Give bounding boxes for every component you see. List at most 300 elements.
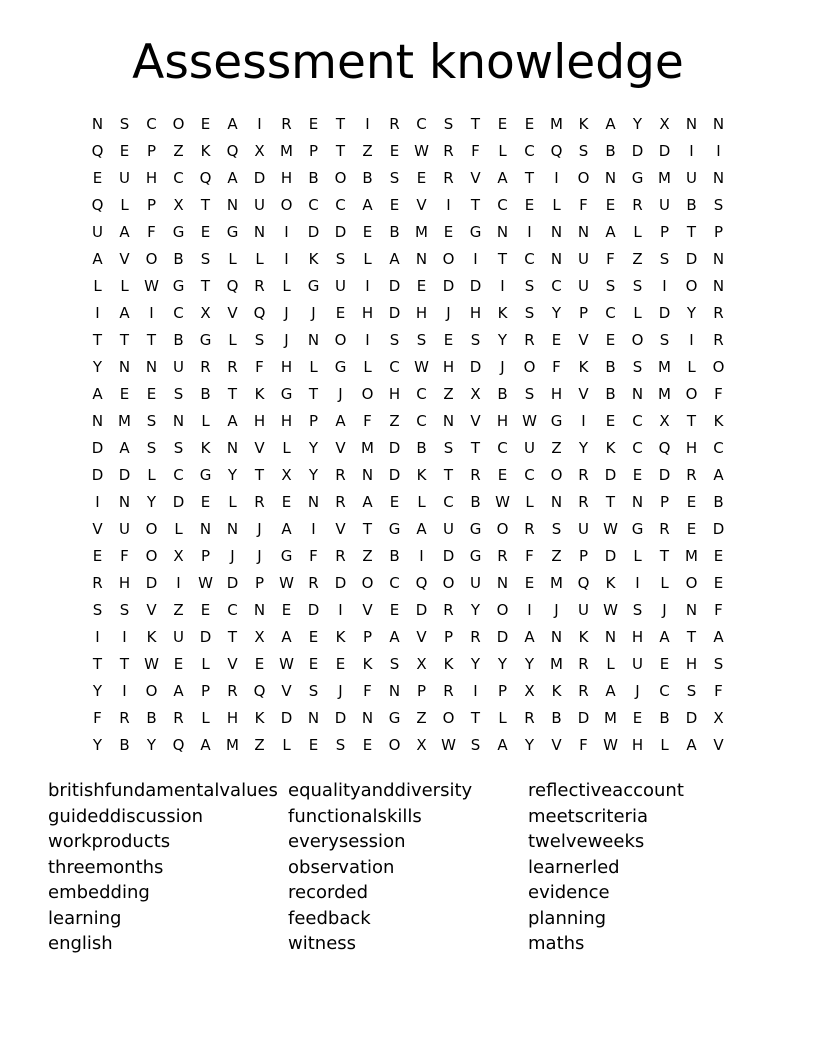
grid-letter: M bbox=[685, 547, 698, 565]
grid-letter: D bbox=[604, 547, 617, 565]
grid-letter: B bbox=[470, 493, 481, 511]
grid-letter: I bbox=[365, 331, 370, 349]
grid-letter: G bbox=[469, 223, 482, 241]
grid-letter: U bbox=[173, 628, 184, 646]
grid-letter: R bbox=[470, 628, 481, 646]
grid-letter: N bbox=[712, 250, 725, 268]
grid-letter: D bbox=[658, 466, 671, 484]
grid-letter: L bbox=[525, 493, 534, 511]
grid-letter: A bbox=[173, 682, 184, 700]
grid-letter: H bbox=[280, 358, 293, 376]
grid-letter: A bbox=[335, 412, 346, 430]
grid-letter: Y bbox=[470, 655, 481, 673]
word-list-item: equalityanddiversity bbox=[288, 780, 473, 801]
grid-letter: S bbox=[524, 277, 535, 295]
grid-letter: E bbox=[200, 601, 211, 619]
grid-letter: T bbox=[200, 277, 211, 295]
grid-letter: E bbox=[632, 466, 643, 484]
grid-letter: U bbox=[254, 196, 265, 214]
grid-letter: T bbox=[605, 493, 616, 511]
grid-letter: V bbox=[416, 196, 427, 214]
grid-letter: H bbox=[280, 169, 293, 187]
grid-letter: P bbox=[146, 142, 157, 160]
grid-letter: D bbox=[685, 250, 698, 268]
grid-letter: R bbox=[632, 196, 643, 214]
grid-letter: O bbox=[685, 277, 698, 295]
grid-letter: S bbox=[713, 655, 724, 673]
grid-letter: G bbox=[550, 412, 563, 430]
grid-letter: D bbox=[253, 169, 266, 187]
grid-letter: E bbox=[281, 601, 292, 619]
grid-letter: R bbox=[254, 277, 265, 295]
grid-row bbox=[84, 246, 732, 273]
grid-letter: V bbox=[92, 520, 103, 538]
word-list-item: english bbox=[48, 933, 113, 954]
grid-letter: V bbox=[578, 331, 589, 349]
grid-letter: W bbox=[414, 358, 429, 376]
grid-letter: D bbox=[388, 304, 401, 322]
grid-letter: W bbox=[279, 655, 294, 673]
grid-letter: O bbox=[334, 169, 347, 187]
grid-row bbox=[84, 300, 732, 327]
grid-letter: G bbox=[469, 520, 482, 538]
grid-letter: E bbox=[416, 169, 427, 187]
grid-letter: T bbox=[362, 520, 373, 538]
grid-letter: O bbox=[388, 736, 401, 754]
grid-letter: D bbox=[280, 709, 293, 727]
grid-row bbox=[84, 462, 732, 489]
grid-letter: D bbox=[415, 601, 428, 619]
grid-letter: R bbox=[92, 574, 103, 592]
grid-letter: S bbox=[632, 601, 643, 619]
grid-letter: U bbox=[578, 520, 589, 538]
grid-letter: B bbox=[119, 736, 130, 754]
grid-letter: S bbox=[119, 115, 130, 133]
grid-letter: R bbox=[173, 709, 184, 727]
grid-letter: N bbox=[199, 520, 212, 538]
grid-letter: G bbox=[307, 277, 320, 295]
grid-letter: N bbox=[685, 601, 698, 619]
grid-row bbox=[84, 624, 732, 651]
grid-letter: G bbox=[388, 709, 401, 727]
word-list-item: evidence bbox=[528, 882, 610, 903]
grid-letter: R bbox=[200, 358, 211, 376]
grid-letter: P bbox=[308, 142, 319, 160]
grid-letter: N bbox=[226, 196, 239, 214]
grid-letter: E bbox=[686, 520, 697, 538]
grid-letter: V bbox=[227, 304, 238, 322]
grid-letter: D bbox=[388, 466, 401, 484]
grid-row bbox=[84, 732, 732, 759]
grid-letter: M bbox=[550, 115, 563, 133]
grid-letter: P bbox=[362, 628, 373, 646]
grid-letter: N bbox=[388, 682, 401, 700]
grid-letter: O bbox=[145, 250, 158, 268]
grid-row bbox=[84, 597, 732, 624]
word-column bbox=[528, 778, 768, 957]
grid-letter: G bbox=[631, 169, 644, 187]
grid-letter: Y bbox=[632, 115, 643, 133]
grid-letter: R bbox=[443, 169, 454, 187]
grid-letter: S bbox=[389, 169, 400, 187]
grid-letter: K bbox=[254, 385, 265, 403]
grid-letter: F bbox=[606, 250, 615, 268]
grid-letter: E bbox=[497, 115, 508, 133]
grid-letter: W bbox=[495, 493, 510, 511]
grid-letter: A bbox=[92, 250, 103, 268]
grid-letter: H bbox=[442, 358, 455, 376]
grid-letter: A bbox=[119, 223, 130, 241]
grid-letter: S bbox=[443, 439, 454, 457]
grid-letter: S bbox=[443, 115, 454, 133]
grid-row bbox=[84, 408, 732, 435]
grid-letter: G bbox=[280, 385, 293, 403]
grid-letter: Y bbox=[578, 439, 589, 457]
grid-letter: C bbox=[227, 601, 238, 619]
grid-row bbox=[84, 192, 732, 219]
grid-letter: I bbox=[716, 142, 721, 160]
grid-letter: S bbox=[659, 331, 670, 349]
word-column bbox=[48, 778, 288, 957]
grid-letter: C bbox=[308, 196, 319, 214]
grid-letter: R bbox=[119, 709, 130, 727]
grid-letter: S bbox=[551, 520, 562, 538]
grid-letter: R bbox=[659, 520, 670, 538]
grid-letter: C bbox=[497, 439, 508, 457]
grid-letter: N bbox=[307, 331, 320, 349]
grid-letter: A bbox=[713, 466, 724, 484]
grid-letter: N bbox=[226, 520, 239, 538]
grid-letter: A bbox=[659, 628, 670, 646]
grid-letter: S bbox=[254, 331, 265, 349]
grid-letter: N bbox=[91, 115, 104, 133]
grid-letter: A bbox=[389, 250, 400, 268]
grid-letter: V bbox=[281, 682, 292, 700]
grid-letter: N bbox=[361, 466, 374, 484]
grid-letter: K bbox=[308, 250, 319, 268]
grid-letter: S bbox=[578, 142, 589, 160]
grid-letter: V bbox=[578, 385, 589, 403]
grid-letter: C bbox=[632, 412, 643, 430]
grid-letter: C bbox=[524, 250, 535, 268]
grid-letter: M bbox=[604, 709, 617, 727]
grid-letter: E bbox=[308, 736, 319, 754]
grid-letter: G bbox=[199, 331, 212, 349]
grid-letter: C bbox=[173, 169, 184, 187]
grid-letter: R bbox=[335, 547, 346, 565]
grid-letter: R bbox=[524, 520, 535, 538]
grid-letter: J bbox=[662, 601, 667, 619]
grid-letter: N bbox=[631, 385, 644, 403]
grid-letter: F bbox=[147, 223, 156, 241]
grid-letter: O bbox=[577, 169, 590, 187]
grid-letter: M bbox=[658, 169, 671, 187]
grid-letter: T bbox=[254, 466, 265, 484]
grid-letter: N bbox=[145, 358, 158, 376]
grid-letter: R bbox=[524, 709, 535, 727]
grid-letter: X bbox=[713, 709, 724, 727]
grid-letter: W bbox=[522, 412, 537, 430]
grid-letter: A bbox=[227, 412, 238, 430]
grid-letter: I bbox=[689, 331, 694, 349]
grid-letter: P bbox=[254, 574, 265, 592]
grid-letter: U bbox=[659, 196, 670, 214]
grid-letter: Z bbox=[173, 142, 184, 160]
grid-letter: L bbox=[282, 439, 291, 457]
grid-letter: O bbox=[631, 331, 644, 349]
grid-letter: K bbox=[146, 628, 157, 646]
grid-letter: N bbox=[604, 169, 617, 187]
grid-letter: C bbox=[497, 196, 508, 214]
grid-letter: Y bbox=[227, 466, 238, 484]
grid-letter: O bbox=[145, 547, 158, 565]
grid-letter: N bbox=[361, 709, 374, 727]
grid-letter: L bbox=[201, 709, 210, 727]
grid-letter: H bbox=[496, 412, 509, 430]
grid-letter: L bbox=[228, 493, 237, 511]
grid-letter: G bbox=[226, 223, 239, 241]
grid-letter: Q bbox=[226, 142, 239, 160]
grid-letter: L bbox=[633, 547, 642, 565]
grid-letter: N bbox=[253, 601, 266, 619]
grid-letter: M bbox=[550, 574, 563, 592]
grid-letter: Y bbox=[524, 736, 535, 754]
grid-letter: C bbox=[659, 682, 670, 700]
grid-letter: E bbox=[335, 655, 346, 673]
grid-letter: I bbox=[122, 682, 127, 700]
grid-letter: C bbox=[524, 466, 535, 484]
grid-letter: U bbox=[632, 655, 643, 673]
grid-letter: O bbox=[145, 520, 158, 538]
word-list-item: embedding bbox=[48, 882, 150, 903]
grid-letter: C bbox=[416, 115, 427, 133]
grid-letter: D bbox=[307, 601, 320, 619]
grid-letter: W bbox=[603, 601, 618, 619]
grid-letter: D bbox=[469, 358, 482, 376]
grid-letter: F bbox=[93, 709, 102, 727]
grid-letter: E bbox=[173, 655, 184, 673]
grid-letter: I bbox=[284, 250, 289, 268]
grid-letter: G bbox=[388, 520, 401, 538]
grid-letter: S bbox=[119, 601, 130, 619]
grid-letter: V bbox=[119, 250, 130, 268]
grid-letter: D bbox=[631, 142, 644, 160]
grid-letter: T bbox=[524, 169, 535, 187]
grid-letter: D bbox=[442, 277, 455, 295]
grid-letter: E bbox=[92, 547, 103, 565]
grid-letter: R bbox=[497, 547, 508, 565]
grid-letter: D bbox=[604, 466, 617, 484]
grid-letter: E bbox=[659, 655, 670, 673]
grid-letter: E bbox=[713, 547, 724, 565]
grid-letter: X bbox=[416, 736, 427, 754]
grid-letter: T bbox=[470, 115, 481, 133]
grid-letter: A bbox=[281, 628, 292, 646]
grid-letter: Z bbox=[362, 547, 373, 565]
grid-letter: T bbox=[659, 547, 670, 565]
grid-letter: F bbox=[525, 547, 534, 565]
grid-letter: A bbox=[200, 736, 211, 754]
grid-letter: M bbox=[658, 358, 671, 376]
grid-letter: C bbox=[416, 385, 427, 403]
grid-letter: I bbox=[338, 601, 343, 619]
grid-letter: Q bbox=[172, 736, 185, 754]
grid-letter: I bbox=[284, 223, 289, 241]
grid-letter: H bbox=[145, 169, 158, 187]
grid-letter: M bbox=[118, 412, 131, 430]
grid-letter: L bbox=[174, 520, 183, 538]
grid-row bbox=[84, 381, 732, 408]
grid-letter: E bbox=[416, 277, 427, 295]
grid-letter: K bbox=[254, 709, 265, 727]
word-list-item: twelveweeks bbox=[528, 831, 645, 852]
grid-letter: O bbox=[280, 196, 293, 214]
grid-letter: P bbox=[200, 682, 211, 700]
grid-letter: V bbox=[416, 628, 427, 646]
grid-letter: Y bbox=[497, 655, 508, 673]
grid-letter: H bbox=[280, 412, 293, 430]
grid-letter: I bbox=[176, 574, 181, 592]
grid-letter: I bbox=[635, 574, 640, 592]
grid-letter: D bbox=[145, 574, 158, 592]
word-list-item: recorded bbox=[288, 882, 368, 903]
grid-letter: I bbox=[95, 628, 100, 646]
grid-letter: P bbox=[659, 493, 670, 511]
grid-letter: E bbox=[524, 574, 535, 592]
grid-letter: H bbox=[361, 304, 374, 322]
grid-letter: S bbox=[173, 385, 184, 403]
grid-letter: F bbox=[309, 547, 318, 565]
grid-letter: D bbox=[226, 574, 239, 592]
grid-letter: H bbox=[118, 574, 131, 592]
grid-letter: K bbox=[578, 115, 589, 133]
grid-letter: E bbox=[605, 331, 616, 349]
grid-letter: T bbox=[335, 142, 346, 160]
grid-letter: N bbox=[604, 628, 617, 646]
grid-letter: L bbox=[633, 304, 642, 322]
grid-letter: K bbox=[200, 439, 211, 457]
grid-letter: D bbox=[118, 466, 131, 484]
grid-letter: M bbox=[226, 736, 239, 754]
grid-letter: L bbox=[552, 196, 561, 214]
grid-letter: I bbox=[689, 142, 694, 160]
grid-letter: X bbox=[173, 196, 184, 214]
grid-letter: O bbox=[712, 358, 725, 376]
grid-letter: D bbox=[307, 223, 320, 241]
grid-letter: C bbox=[632, 439, 643, 457]
grid-letter: F bbox=[471, 142, 480, 160]
grid-letter: E bbox=[308, 115, 319, 133]
word-list-item: meetscriteria bbox=[528, 805, 648, 827]
grid-row bbox=[84, 489, 732, 516]
grid-letter: X bbox=[659, 115, 670, 133]
grid-letter: B bbox=[686, 196, 697, 214]
grid-letter: U bbox=[335, 277, 346, 295]
page-title: Assessment knowledge bbox=[132, 35, 684, 90]
grid-letter: K bbox=[578, 628, 589, 646]
grid-letter: E bbox=[524, 115, 535, 133]
grid-letter: T bbox=[335, 115, 346, 133]
grid-letter: V bbox=[362, 601, 373, 619]
grid-letter: T bbox=[686, 412, 697, 430]
grid-letter: R bbox=[443, 142, 454, 160]
grid-letter: E bbox=[632, 709, 643, 727]
grid-letter: A bbox=[362, 493, 373, 511]
word-list-item: witness bbox=[288, 933, 357, 954]
grid-letter: D bbox=[91, 439, 104, 457]
grid-letter: H bbox=[469, 304, 482, 322]
grid-letter: I bbox=[527, 601, 532, 619]
grid-letter: E bbox=[254, 655, 265, 673]
grid-letter: O bbox=[172, 115, 185, 133]
grid-letter: I bbox=[662, 277, 667, 295]
grid-letter: E bbox=[308, 655, 319, 673]
grid-letter: I bbox=[473, 250, 478, 268]
grid-letter: T bbox=[119, 655, 130, 673]
grid-letter: E bbox=[308, 628, 319, 646]
grid-letter: C bbox=[335, 196, 346, 214]
grid-letter: T bbox=[200, 196, 211, 214]
grid-letter: F bbox=[714, 601, 723, 619]
grid-letter: A bbox=[605, 223, 616, 241]
grid-letter: S bbox=[659, 250, 670, 268]
grid-letter: B bbox=[713, 493, 724, 511]
grid-letter: A bbox=[281, 520, 292, 538]
grid-letter: L bbox=[417, 493, 426, 511]
grid-letter: L bbox=[147, 466, 156, 484]
word-list bbox=[48, 778, 768, 957]
grid-letter: L bbox=[633, 223, 642, 241]
grid-letter: M bbox=[361, 439, 374, 457]
grid-letter: A bbox=[416, 520, 427, 538]
grid-row bbox=[84, 165, 732, 192]
grid-letter: C bbox=[173, 304, 184, 322]
grid-letter: L bbox=[282, 736, 291, 754]
grid-letter: P bbox=[200, 547, 211, 565]
grid-letter: R bbox=[443, 682, 454, 700]
grid-letter: H bbox=[685, 439, 698, 457]
grid-letter: Y bbox=[92, 358, 103, 376]
grid-letter: Q bbox=[577, 574, 590, 592]
grid-letter: J bbox=[446, 304, 451, 322]
grid-letter: S bbox=[605, 277, 616, 295]
grid-letter: J bbox=[284, 331, 289, 349]
grid-letter: G bbox=[199, 466, 212, 484]
word-list-item: observation bbox=[288, 856, 395, 878]
grid-letter: L bbox=[93, 277, 102, 295]
grid-letter: Z bbox=[551, 439, 562, 457]
grid-letter: N bbox=[496, 574, 509, 592]
grid-letter: O bbox=[523, 358, 536, 376]
grid-letter: O bbox=[685, 574, 698, 592]
grid-letter: E bbox=[92, 169, 103, 187]
grid-letter: P bbox=[497, 682, 508, 700]
grid-letter: V bbox=[146, 601, 157, 619]
grid-letter: K bbox=[497, 304, 508, 322]
grid-letter: K bbox=[605, 574, 616, 592]
grid-letter: H bbox=[226, 709, 239, 727]
grid-letter: Z bbox=[632, 250, 643, 268]
grid-letter: B bbox=[389, 547, 400, 565]
grid-letter: A bbox=[497, 169, 508, 187]
grid-letter: G bbox=[172, 277, 185, 295]
grid-letter: Y bbox=[146, 736, 157, 754]
grid-letter: I bbox=[446, 196, 451, 214]
grid-letter: J bbox=[311, 304, 316, 322]
grid-row bbox=[84, 570, 732, 597]
grid-letter: C bbox=[524, 142, 535, 160]
grid-letter: X bbox=[470, 385, 481, 403]
